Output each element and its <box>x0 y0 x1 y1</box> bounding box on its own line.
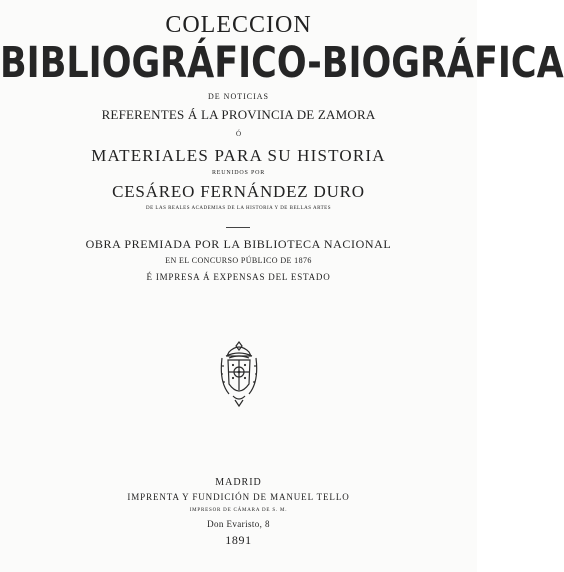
imprint-printer: IMPRENTA Y FUNDICIÓN DE MANUEL TELLO <box>127 492 350 502</box>
main-title: BIBLIOGRÁFICO-BIOGRÁFICA <box>0 39 564 89</box>
royal-coat-of-arms-icon <box>217 340 261 408</box>
award-contest: EN EL CONCURSO PÚBLICO DE 1876 <box>165 256 312 265</box>
award-statement: OBRA PREMIADA POR LA BIBLIOTECA NACIONAL <box>85 237 392 251</box>
author-name: CESÁREO FERNÁNDEZ DURO <box>112 182 365 201</box>
imprint-address: Don Evaristo, 8 <box>207 519 270 529</box>
separator-rule <box>226 227 250 228</box>
author-affiliation: DE LAS REALES ACADEMIAS DE LA HISTORIA Y DE BELLAS ARTES <box>145 206 332 211</box>
subtitle-de-noticias: DE NOTICIAS <box>208 92 269 101</box>
compiled-by-label: REUNIDOS POR <box>211 170 266 176</box>
subtitle-materiales: MATERIALES PARA SU HISTORIA <box>91 146 386 165</box>
subtitle-referentes: REFERENTES Á LA PROVINCIA DE ZAMORA <box>101 107 376 122</box>
imprint-printer-title: IMPRESOR DE CÁMARA DE S. M. <box>189 508 288 513</box>
conjunction-o: Ó <box>235 130 242 138</box>
collection-heading: COLECCION <box>165 12 312 38</box>
imprint-city: MADRID <box>215 477 262 488</box>
printing-funding-note: É IMPRESA Á EXPENSAS DEL ESTADO <box>146 272 331 282</box>
imprint-year: 1891 <box>225 533 252 547</box>
